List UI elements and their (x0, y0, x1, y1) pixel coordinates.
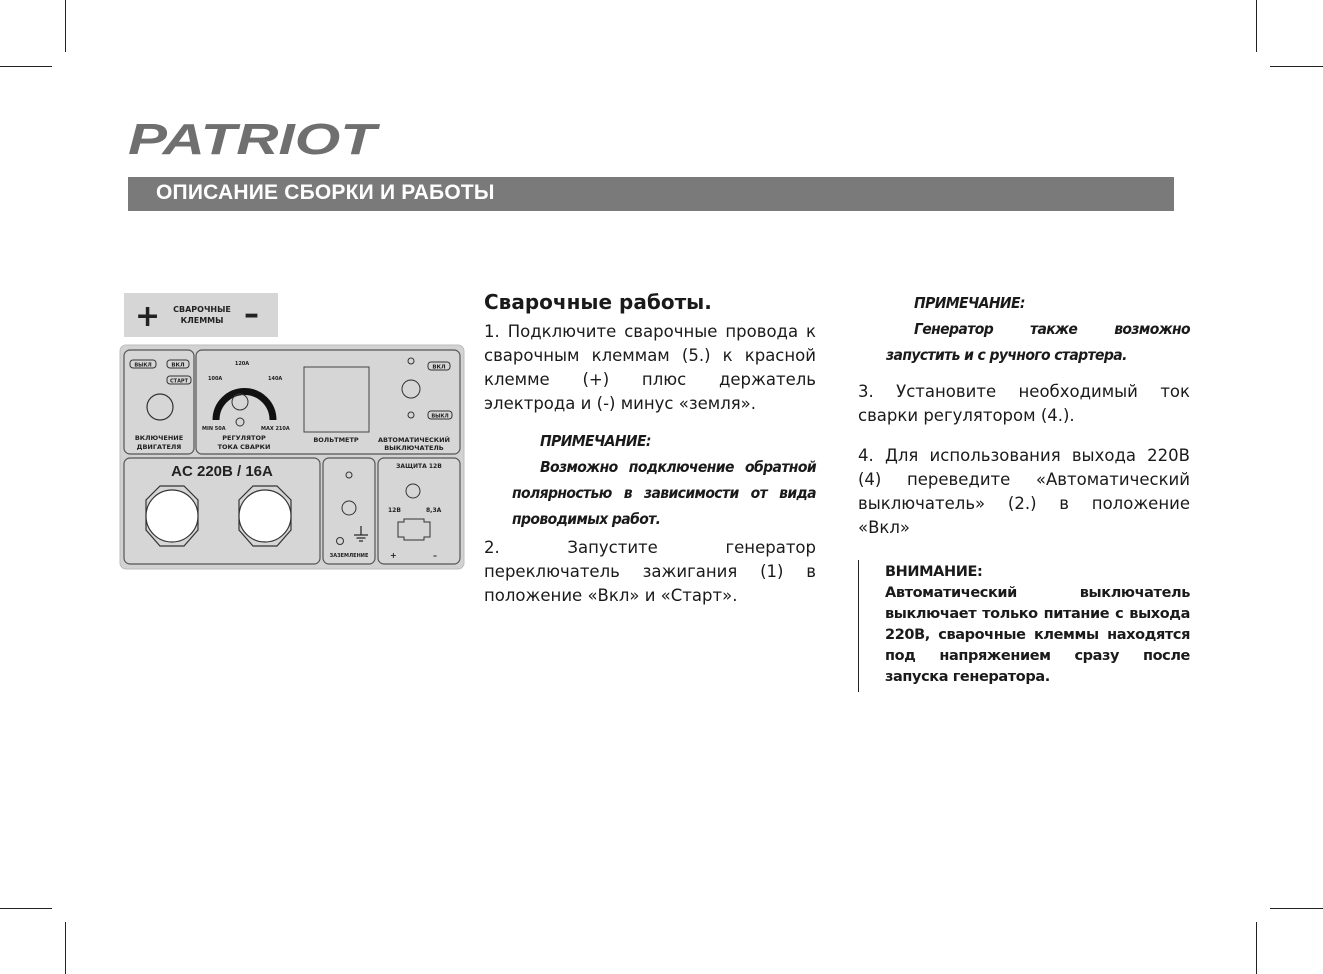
crop-mark (1256, 922, 1257, 974)
tick-label: MAX 210A (261, 426, 290, 432)
note-title: ПРИМЕЧАНИЕ: (914, 294, 1025, 312)
section-title: ОПИСАНИЕ СБОРКИ И РАБОТЫ (156, 181, 495, 204)
svg-text:PATRIOT: PATRIOT (128, 118, 380, 160)
dc-minus-label: – (433, 551, 437, 560)
terminals-label: СВАРОЧНЫЕ (173, 305, 231, 314)
step-2-text: 2. Запустите генератор переключатель зажигания (1) в положение «Вкл» и «Старт». (484, 538, 816, 605)
breaker-off-label: ВЫКЛ (431, 413, 449, 420)
warning-block (858, 560, 1190, 692)
dc-voltage-label: 12В (388, 507, 401, 514)
tick-label: 140A (268, 376, 283, 382)
ground-caption: ЗАЗЕМЛЕНИЕ (329, 553, 369, 559)
note-text: Генератор также возможно запустить и с ручного стартера. (886, 320, 1190, 364)
crop-mark (1270, 66, 1323, 67)
regulator-caption: ТОКА СВАРКИ (217, 443, 271, 451)
crop-mark (1270, 908, 1323, 909)
patriot-logo (128, 118, 380, 160)
step-3-text: 3. Установите необходимый ток сварки регулятором (4.). (858, 382, 1190, 425)
ignition-caption: ВКЛЮЧЕНИЕ (134, 434, 184, 442)
crop-mark (1256, 0, 1257, 52)
dc-current-label: 8,3A (426, 507, 442, 514)
polarity-note (484, 428, 816, 532)
crop-mark (65, 0, 66, 52)
regulator-caption: РЕГУЛЯТОР (222, 434, 266, 442)
step-1-text: 1. Подключите сварочные провода к сварочным клеммам (5.) к красной клемме (+) плюс держатель электрода и (-) минус «земля». (484, 322, 816, 413)
welding-heading: Сварочные работы. (484, 290, 712, 314)
ac-socket-face (239, 490, 291, 542)
section-header (128, 177, 1174, 211)
ac-socket-face (146, 490, 198, 542)
ignition-caption: ДВИГАТЕЛЯ (136, 443, 182, 451)
note-text: Возможно подключение обратной полярностью в зависимости от вида проводимых работ. (512, 458, 816, 528)
breaker-on-label: ВКЛ (432, 364, 446, 371)
manual-start-note (858, 290, 1190, 368)
tick-label: 120A (234, 361, 250, 367)
note-title: ПРИМЕЧАНИЕ: (540, 432, 651, 450)
dc-plus-label: + (390, 551, 397, 560)
tick-label: 100A (208, 376, 223, 382)
step-4-text: 4. Для использования выхода 220В (4) переведите «Автоматический выключатель» (2.) в положение «Вкл» (858, 446, 1190, 537)
crop-mark (0, 908, 52, 909)
ignition-off-label: ВЫКЛ (134, 362, 152, 369)
breaker-caption: АВТОМАТИЧЕСКИЙ (378, 436, 450, 444)
warning-text: Автоматический выключатель выключает только питание с выхода 220В, сварочные клеммы находятся под напряжением сразу после запуска генератора. (885, 585, 1190, 685)
voltmeter-caption: ВОЛЬТМЕТР (313, 436, 359, 444)
plus-terminal-icon: + (135, 299, 161, 334)
column-notes (858, 290, 1190, 692)
warning-title: ВНИМАНИЕ: (885, 564, 983, 580)
crop-mark (65, 922, 66, 974)
column-welding (484, 290, 816, 608)
terminals-label: КЛЕММЫ (180, 316, 224, 325)
minus-terminal-icon: – (244, 297, 259, 332)
breaker-caption: ВЫКЛЮЧАТЕЛЬ (384, 444, 444, 452)
ground-box (323, 458, 375, 564)
dc-title: ЗАЩИТА 12В (396, 463, 442, 470)
tick-label: MIN 50A (202, 426, 226, 432)
ignition-start-label: СТАРТ (169, 378, 189, 385)
ac-outlet-label: AC 220B / 16A (171, 463, 273, 480)
control-panel-diagram (118, 290, 466, 572)
ignition-on-label: ВКЛ (171, 362, 185, 369)
crop-mark (0, 66, 52, 67)
